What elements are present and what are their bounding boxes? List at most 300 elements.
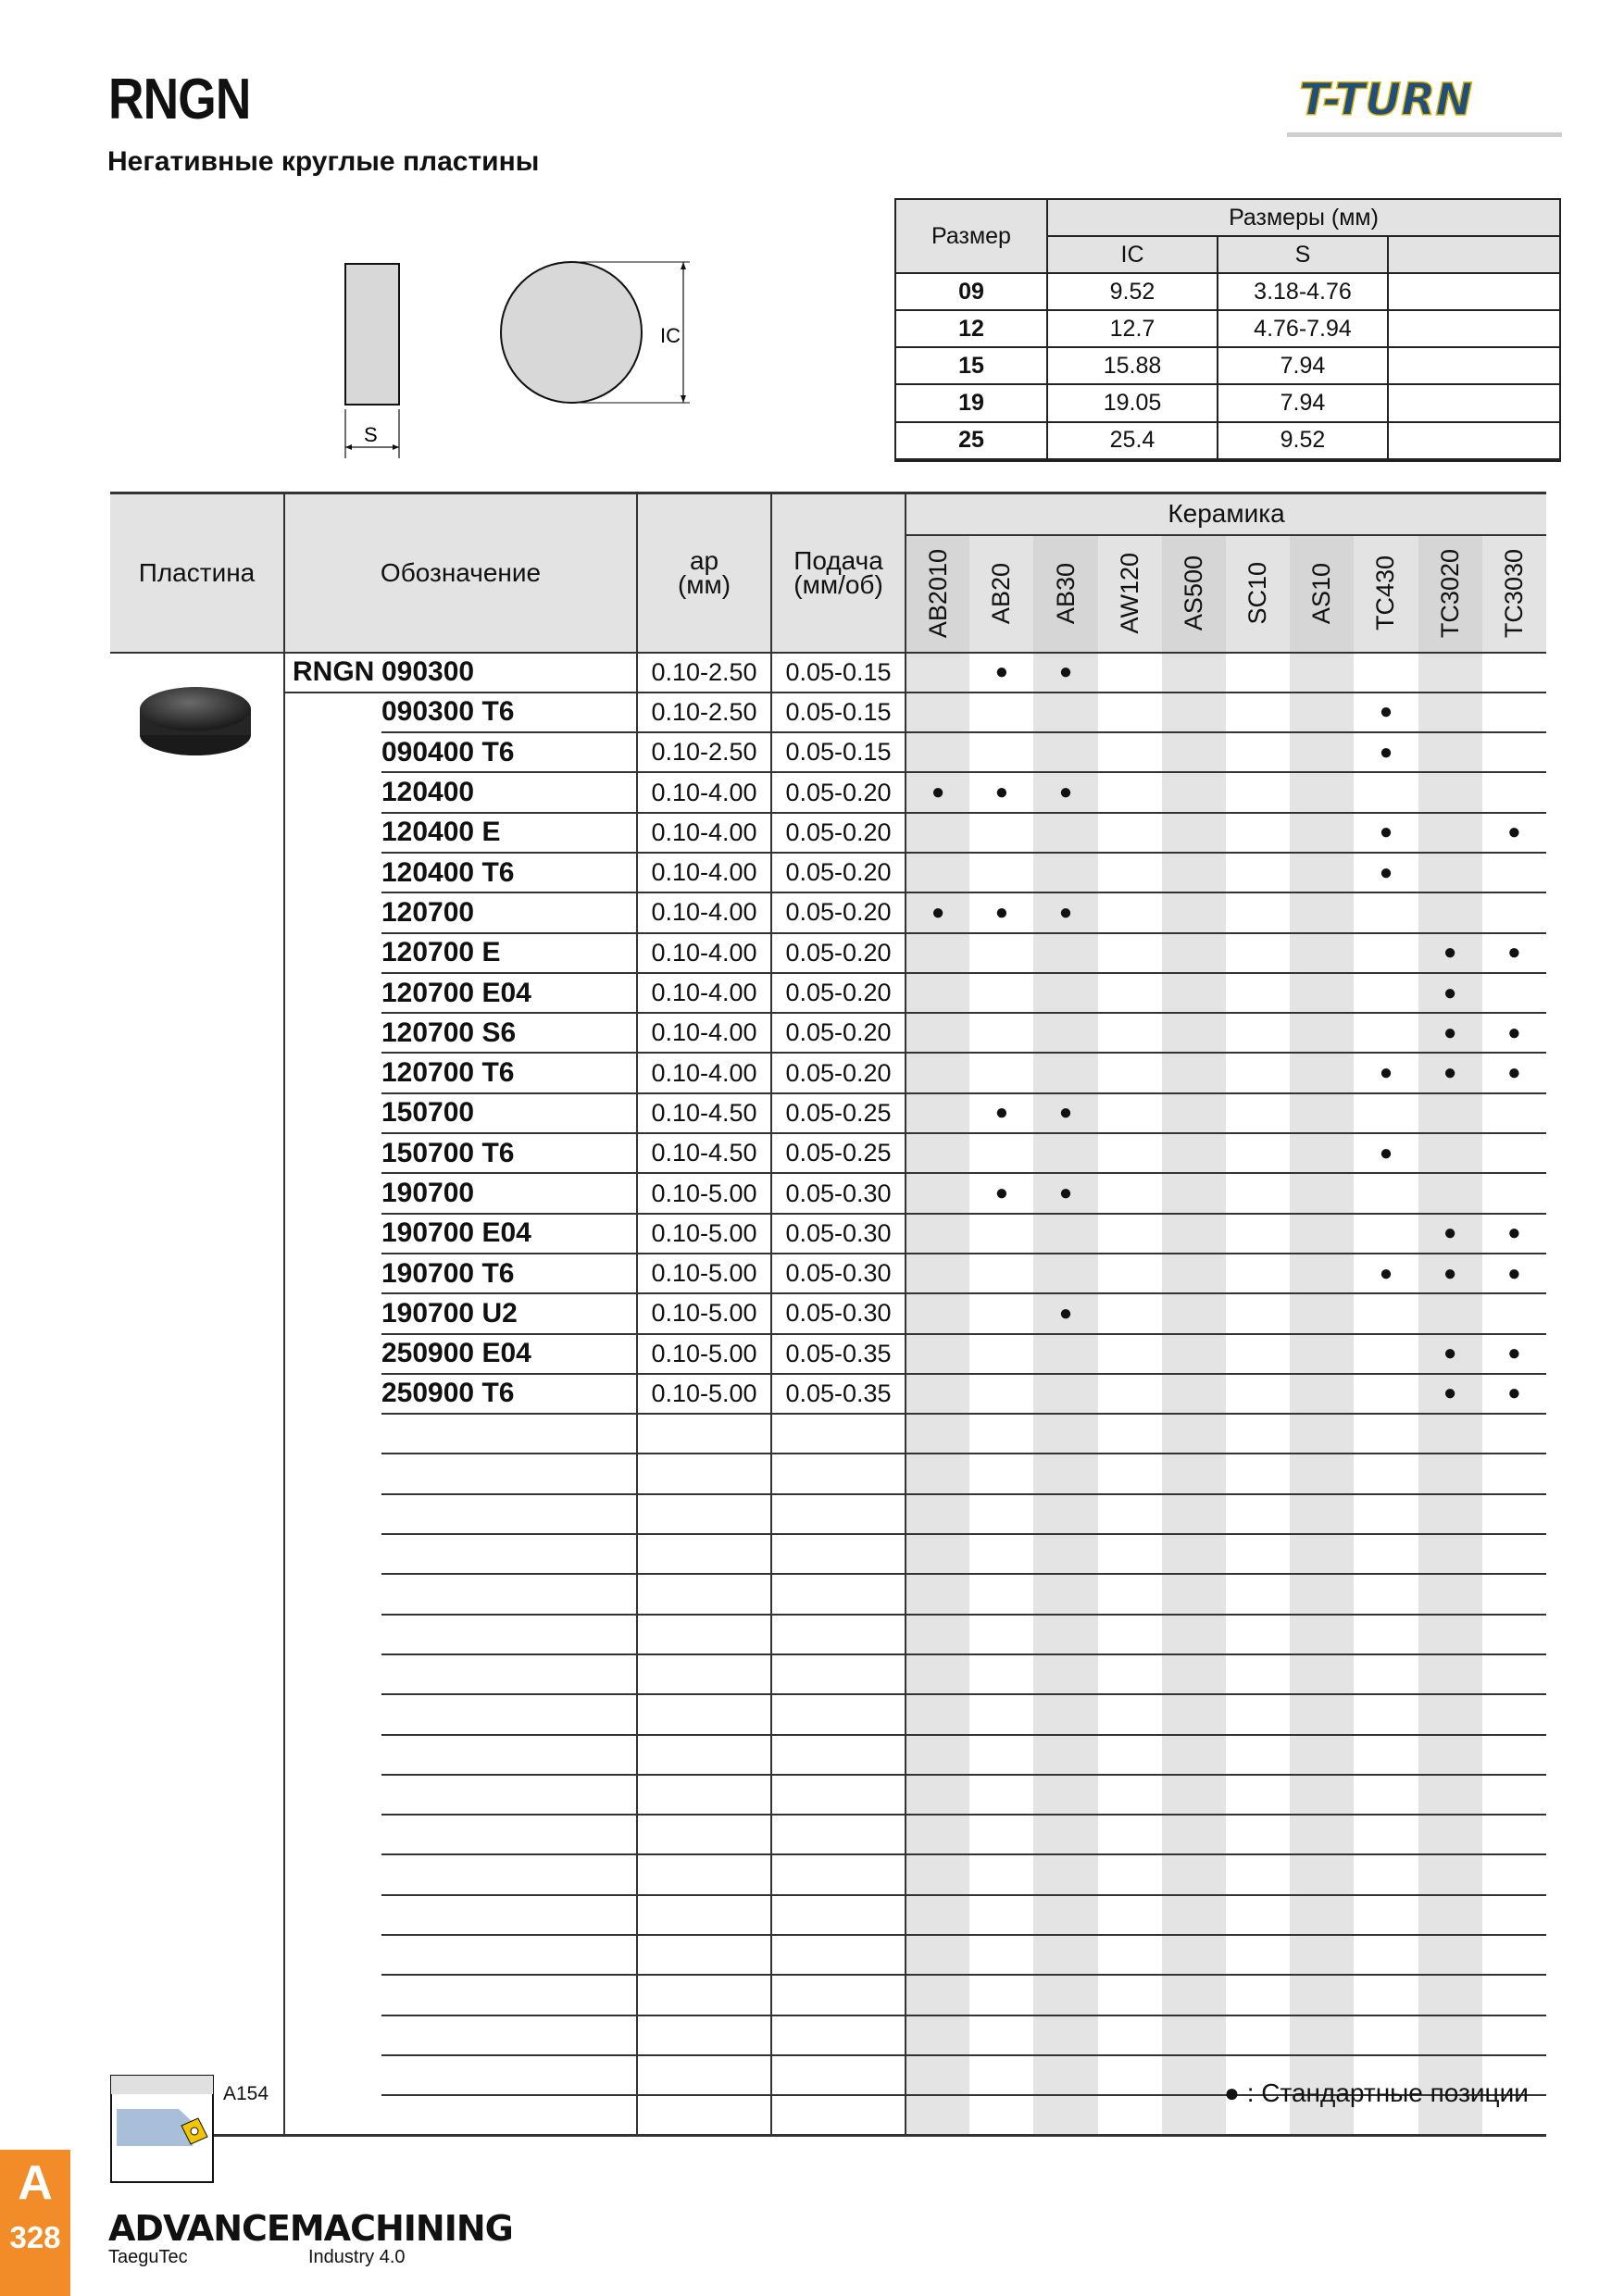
grade-cell-as500 [1162,732,1226,772]
grade-cell-ab2010 [906,1414,969,1454]
grade-cell-tc3030 [1482,1414,1546,1454]
grade-cell-ab2010 [906,1574,969,1614]
reference-link[interactable]: A154 [223,2083,269,2104]
designation-prefix-blank [284,1414,381,1454]
grade-cell-as10 [1290,1775,1354,1815]
grade-label: AS10 [1307,562,1336,625]
designation-code [381,1454,637,1493]
grade-cell-sc10 [1226,1093,1290,1133]
grade-cell-ab30 [1033,1334,1097,1374]
feed-value: 0.05-0.15 [771,653,906,693]
grade-cell-tc430 [1354,1334,1418,1374]
grade-header-as10 [1290,535,1354,653]
feed-value [771,1534,906,1574]
grade-cell-tc430 [1354,1694,1418,1734]
feed-value: 0.05-0.30 [771,1173,906,1213]
designation-prefix-blank [284,933,381,973]
feed-value [771,1975,906,2015]
designation-prefix-blank [284,1815,381,1854]
grade-cell-as10 [1290,772,1354,812]
grade-cell-aw120 [1098,693,1162,732]
grade-cell-ab2010 [906,2015,969,2055]
grade-cell-as10 [1290,853,1354,892]
grade-cell-ab30 [1033,853,1097,892]
designation-code [381,1854,637,1894]
designation-code [381,1935,637,1975]
grade-cell-aw120 [1098,772,1162,812]
ap-value [637,1935,771,1975]
grade-cell-ab20: ● [969,1173,1033,1213]
grade-cell-aw120 [1098,653,1162,693]
page-number: 328 [9,2220,61,2254]
grade-cell-ab20 [969,2095,1033,2136]
round-insert-image [110,654,284,765]
grade-cell-tc3020 [1418,1093,1482,1133]
grade-cell-ab20 [969,1013,1033,1053]
feed-value [771,1574,906,1614]
designation-code: 120700 T6 [381,1053,637,1092]
grade-cell-as500 [1162,1854,1226,1894]
grade-cell-as500 [1162,772,1226,812]
designation-code: 120700 [381,892,637,932]
ap-value: 0.10-5.00 [637,1293,771,1333]
feed-value: 0.05-0.35 [771,1374,906,1414]
grade-cell-tc430 [1354,1735,1418,1775]
grade-cell-ab2010 [906,1534,969,1574]
grade-cell-as500 [1162,1654,1226,1694]
designation-code: 090300 [381,653,637,693]
grade-cell-ab20 [969,973,1033,1013]
grade-cell-tc3020 [1418,1574,1482,1614]
table-row [110,1254,1546,1293]
s-cell: 7.94 [1218,384,1388,421]
grade-cell-as500 [1162,1935,1226,1975]
grade-cell-tc3030 [1482,853,1546,892]
grade-cell-aw120 [1098,1654,1162,1694]
grade-cell-as10 [1290,1534,1354,1574]
grade-cell-ab2010 [906,1935,969,1975]
designation-code [381,1815,637,1854]
grade-cell-aw120 [1098,1374,1162,1414]
ap-value [637,1615,771,1654]
grade-cell-ab30 [1033,973,1097,1013]
grade-cell-tc3020 [1418,772,1482,812]
table-row [110,1093,1546,1133]
grade-cell-ab20 [969,2055,1033,2095]
grade-cell-ab30 [1033,1615,1097,1654]
feed-value [771,1414,906,1454]
grade-cell-ab20 [969,1895,1033,1935]
grade-cell-ab20 [969,1374,1033,1414]
designation-code [381,1775,637,1815]
grade-cell-ab2010 [906,1775,969,1815]
ap-value: 0.10-2.50 [637,653,771,693]
grade-cell-aw120 [1098,2055,1162,2095]
insert-drawing [333,250,722,463]
feed-value [771,1815,906,1854]
grade-cell-tc3020: ● [1418,1013,1482,1053]
grade-label: AS500 [1179,555,1207,631]
designation-code [381,1895,637,1935]
ap-value [637,1775,771,1815]
table-row-empty [110,1654,1546,1694]
s-cell: 4.76-7.94 [1218,310,1388,347]
grade-cell-ab30 [1033,2095,1097,2136]
grade-cell-tc430 [1354,653,1418,693]
grade-cell-tc430: ● [1354,1053,1418,1092]
grade-cell-as10 [1290,1173,1354,1213]
grade-cell-sc10 [1226,1133,1290,1173]
table-row-empty [110,1494,1546,1534]
table-row-empty [110,1615,1546,1654]
grade-cell-as10 [1290,1414,1354,1454]
designation-code: 250900 T6 [381,1374,637,1414]
size-row-empty [895,459,1560,461]
grade-cell-aw120 [1098,813,1162,853]
designation-prefix-blank [284,1975,381,2015]
grade-cell-tc3030 [1482,1775,1546,1815]
ap-value: 0.10-4.00 [637,1053,771,1092]
grade-cell-ab30 [1033,1975,1097,2015]
grade-cell-ab30 [1033,1013,1097,1053]
designation-col-header: Обозначение [284,493,637,653]
grade-cell-ab30 [1033,1815,1097,1854]
feed-value: 0.05-0.20 [771,813,906,853]
ic-cell: 19.05 [1047,384,1218,421]
designation-code: 190700 E04 [381,1214,637,1254]
grade-cell-ab20 [969,1775,1033,1815]
grade-cell-as500 [1162,653,1226,693]
designation-prefix-blank [284,1615,381,1654]
ap-value: 0.10-5.00 [637,1334,771,1374]
table-row [110,1293,1546,1333]
designation-code [381,2095,637,2136]
ap-value [637,1454,771,1493]
grade-cell-sc10 [1226,1935,1290,1975]
blank-cell [1388,384,1560,421]
grade-cell-as10 [1290,933,1354,973]
grade-cell-tc3020 [1418,653,1482,693]
designation-code: 090400 T6 [381,732,637,772]
grade-cell-sc10 [1226,1414,1290,1454]
table-row-empty [110,1854,1546,1894]
designation-prefix-blank [284,1254,381,1293]
size-cell: 19 [895,384,1047,421]
table-row-empty [110,1694,1546,1734]
grade-cell-ab2010 [906,1454,969,1493]
table-row [110,653,1546,693]
designation-prefix: RNGN [284,653,381,693]
designation-prefix-blank [284,1454,381,1493]
grade-cell-tc3020 [1418,1895,1482,1935]
size-row [895,422,1560,459]
grade-cell-ab30 [1033,1654,1097,1694]
table-row [110,892,1546,932]
grade-cell-as500 [1162,1815,1226,1854]
grade-cell-tc430: ● [1354,693,1418,732]
size-row [895,347,1560,384]
grade-cell-ab20 [969,1053,1033,1092]
grade-cell-sc10 [1226,1654,1290,1694]
grade-cell-aw120 [1098,1293,1162,1333]
grade-cell-ab20 [969,813,1033,853]
footer-tagline: Industry 4.0 [308,2247,406,2267]
table-row [110,1173,1546,1213]
feed-value [771,1895,906,1935]
grade-cell-as10 [1290,2015,1354,2055]
grade-cell-aw120 [1098,1053,1162,1092]
grade-cell-aw120 [1098,1574,1162,1614]
grade-cell-ab2010 [906,1815,969,1854]
grade-cell-sc10 [1226,1013,1290,1053]
grade-cell-ab20 [969,1615,1033,1654]
grade-cell-as500 [1162,1133,1226,1173]
grade-cell-sc10 [1226,1293,1290,1333]
grade-cell-tc3030 [1482,1574,1546,1614]
grade-cell-tc430 [1354,1615,1418,1654]
grade-header-sc10 [1226,535,1290,653]
grade-cell-ab2010 [906,1093,969,1133]
grade-cell-aw120 [1098,732,1162,772]
ap-value: 0.10-4.00 [637,933,771,973]
ap-value: 0.10-5.00 [637,1254,771,1293]
ceramics-group-header: Керамика [906,493,1546,535]
grade-cell-tc430 [1354,1454,1418,1493]
grade-cell-tc430 [1354,772,1418,812]
feed-value: 0.05-0.15 [771,732,906,772]
grade-cell-aw120 [1098,2015,1162,2055]
insert-grade-table [110,492,1546,2137]
grade-cell-tc3030 [1482,653,1546,693]
designation-prefix-blank [284,1895,381,1935]
grade-cell-tc3020: ● [1418,1374,1482,1414]
grade-cell-ab2010 [906,1694,969,1734]
grade-cell-ab30 [1033,732,1097,772]
grade-cell-tc3030 [1482,1854,1546,1894]
grade-cell-as500 [1162,933,1226,973]
table-row-empty [110,1775,1546,1815]
grade-cell-as10 [1290,892,1354,932]
grade-cell-ab2010 [906,973,969,1013]
grade-cell-ab2010: ● [906,772,969,812]
grade-cell-sc10 [1226,1975,1290,2015]
grade-cell-ab2010 [906,732,969,772]
grade-cell-ab20 [969,1494,1033,1534]
ap-value: 0.10-4.50 [637,1133,771,1173]
table-row-empty [110,1735,1546,1775]
feed-value: 0.05-0.30 [771,1214,906,1254]
grade-cell-aw120 [1098,1173,1162,1213]
grade-cell-tc430 [1354,933,1418,973]
grade-cell-ab30 [1033,1694,1097,1734]
grade-cell-ab2010 [906,853,969,892]
grade-cell-ab2010 [906,2095,969,2136]
grade-cell-aw120 [1098,1494,1162,1534]
legend: ● : Стандартные позиции [1224,2078,1529,2107]
grade-cell-as500 [1162,1334,1226,1374]
designation-prefix-blank [284,1494,381,1534]
grade-cell-ab20 [969,1254,1033,1293]
grade-cell-tc430: ● [1354,1133,1418,1173]
grade-cell-ab20 [969,1574,1033,1614]
table-row [110,1133,1546,1173]
ap-value [637,1694,771,1734]
grade-cell-tc3030 [1482,1735,1546,1775]
designation-prefix-blank [284,2015,381,2055]
grade-cell-sc10 [1226,1694,1290,1734]
grade-cell-sc10 [1226,2015,1290,2055]
grade-cell-tc3020: ● [1418,1214,1482,1254]
blank-cell [1388,273,1560,310]
grade-cell-sc10 [1226,1254,1290,1293]
designation-prefix-blank [284,1574,381,1614]
designation-prefix-blank [284,1053,381,1092]
grade-cell-sc10 [1226,1735,1290,1775]
feed-value: 0.05-0.30 [771,1293,906,1333]
grade-cell-tc430: ● [1354,853,1418,892]
grade-cell-ab30: ● [1033,892,1097,932]
grade-cell-tc3020 [1418,1775,1482,1815]
grade-label: AW120 [1115,553,1143,634]
grade-cell-sc10 [1226,1374,1290,1414]
ap-value [637,1534,771,1574]
grade-cell-tc3030 [1482,892,1546,932]
grade-cell-aw120 [1098,2095,1162,2136]
grade-cell-ab2010 [906,1895,969,1935]
grade-cell-tc3020: ● [1418,973,1482,1013]
grade-cell-ab2010 [906,1254,969,1293]
grade-cell-as10 [1290,1334,1354,1374]
grade-cell-ab20: ● [969,772,1033,812]
table-row-empty [110,1574,1546,1614]
ap-value [637,1815,771,1854]
grade-cell-tc3030: ● [1482,933,1546,973]
designation-prefix-blank [284,1334,381,1374]
grade-cell-tc430 [1354,1494,1418,1534]
grade-cell-sc10 [1226,1494,1290,1534]
grade-cell-as10 [1290,973,1354,1013]
s-cell: 9.52 [1218,422,1388,459]
grade-header-ab30 [1033,535,1097,653]
grade-cell-ab30: ● [1033,653,1097,693]
designation-prefix-blank [284,892,381,932]
designation-code: 090300 T6 [381,693,637,732]
page-subtitle: Негативные круглые пластины [107,146,540,177]
grade-cell-tc3030: ● [1482,1214,1546,1254]
grade-cell-ab30 [1033,933,1097,973]
grade-cell-tc430 [1354,973,1418,1013]
designation-code [381,1534,637,1574]
grade-cell-as500 [1162,892,1226,932]
table-row-empty [110,1975,1546,2015]
grade-cell-ab30 [1033,1133,1097,1173]
grade-cell-ab30 [1033,1534,1097,1574]
feed-value: 0.05-0.30 [771,1254,906,1293]
grade-cell-sc10 [1226,1615,1290,1654]
grade-cell-ab20 [969,1815,1033,1854]
grade-cell-ab2010 [906,1615,969,1654]
grade-cell-as500 [1162,1293,1226,1333]
designation-prefix-blank [284,2055,381,2095]
table-row-empty [110,1534,1546,1574]
grade-cell-ab30 [1033,1854,1097,1894]
header-divider [1287,132,1562,137]
grade-cell-as500 [1162,1013,1226,1053]
grade-label: TC430 [1371,555,1400,631]
designation-code [381,1494,637,1534]
grade-cell-tc430 [1354,1935,1418,1975]
grade-cell-as10 [1290,653,1354,693]
ap-value: 0.10-4.00 [637,813,771,853]
ap-value [637,1494,771,1534]
insert-col-header: Пластина [110,493,284,653]
designation-code: 120700 E04 [381,973,637,1013]
dims-col-header: Размеры (мм) [1047,199,1560,236]
table-row [110,732,1546,772]
grade-cell-ab2010 [906,1854,969,1894]
ap-value [637,1574,771,1614]
grade-cell-tc430: ● [1354,732,1418,772]
grade-cell-as500 [1162,813,1226,853]
grade-cell-as500 [1162,2015,1226,2055]
designation-code: 120400 T6 [381,853,637,892]
designation-code: 150700 [381,1093,637,1133]
grade-cell-tc430 [1354,1414,1418,1454]
designation-code [381,1414,637,1454]
grade-cell-aw120 [1098,1414,1162,1454]
insert-image-cell [110,653,284,2136]
ap-value: 0.10-4.00 [637,1013,771,1053]
table-row-empty [110,1414,1546,1454]
designation-prefix-blank [284,1935,381,1975]
grade-cell-sc10 [1226,772,1290,812]
grade-cell-tc3020 [1418,1735,1482,1775]
grade-cell-ab2010 [906,1374,969,1414]
grade-cell-as10 [1290,1815,1354,1854]
grade-cell-tc3030 [1482,1173,1546,1213]
grade-cell-tc3020 [1418,1615,1482,1654]
grade-cell-ab30 [1033,1494,1097,1534]
table-row [110,853,1546,892]
grade-cell-tc3020 [1418,1975,1482,2015]
feed-value [771,2095,906,2136]
grade-cell-as10 [1290,1454,1354,1493]
designation-prefix-blank [284,1534,381,1574]
grade-cell-aw120 [1098,1254,1162,1293]
grade-cell-ab20 [969,1454,1033,1493]
ap-value: 0.10-4.00 [637,853,771,892]
grade-cell-tc3030 [1482,1975,1546,2015]
grade-cell-tc3020 [1418,1414,1482,1454]
grade-cell-sc10 [1226,1815,1290,1854]
grade-cell-tc3030 [1482,1694,1546,1734]
grade-cell-aw120 [1098,1694,1162,1734]
designation-prefix-blank [284,1293,381,1333]
designation-code: 120400 E [381,813,637,853]
grade-cell-as500 [1162,1615,1226,1654]
feed-value [771,1615,906,1654]
feed-value: 0.05-0.15 [771,693,906,732]
grade-cell-as10 [1290,1895,1354,1935]
ap-value: 0.10-5.00 [637,1214,771,1254]
grade-cell-ab20 [969,2015,1033,2055]
grade-cell-as500 [1162,1574,1226,1614]
grade-cell-sc10 [1226,1534,1290,1574]
grade-cell-sc10 [1226,1775,1290,1815]
grade-cell-ab30 [1033,1254,1097,1293]
feed-value: 0.05-0.20 [771,1053,906,1092]
feed-value [771,2015,906,2055]
